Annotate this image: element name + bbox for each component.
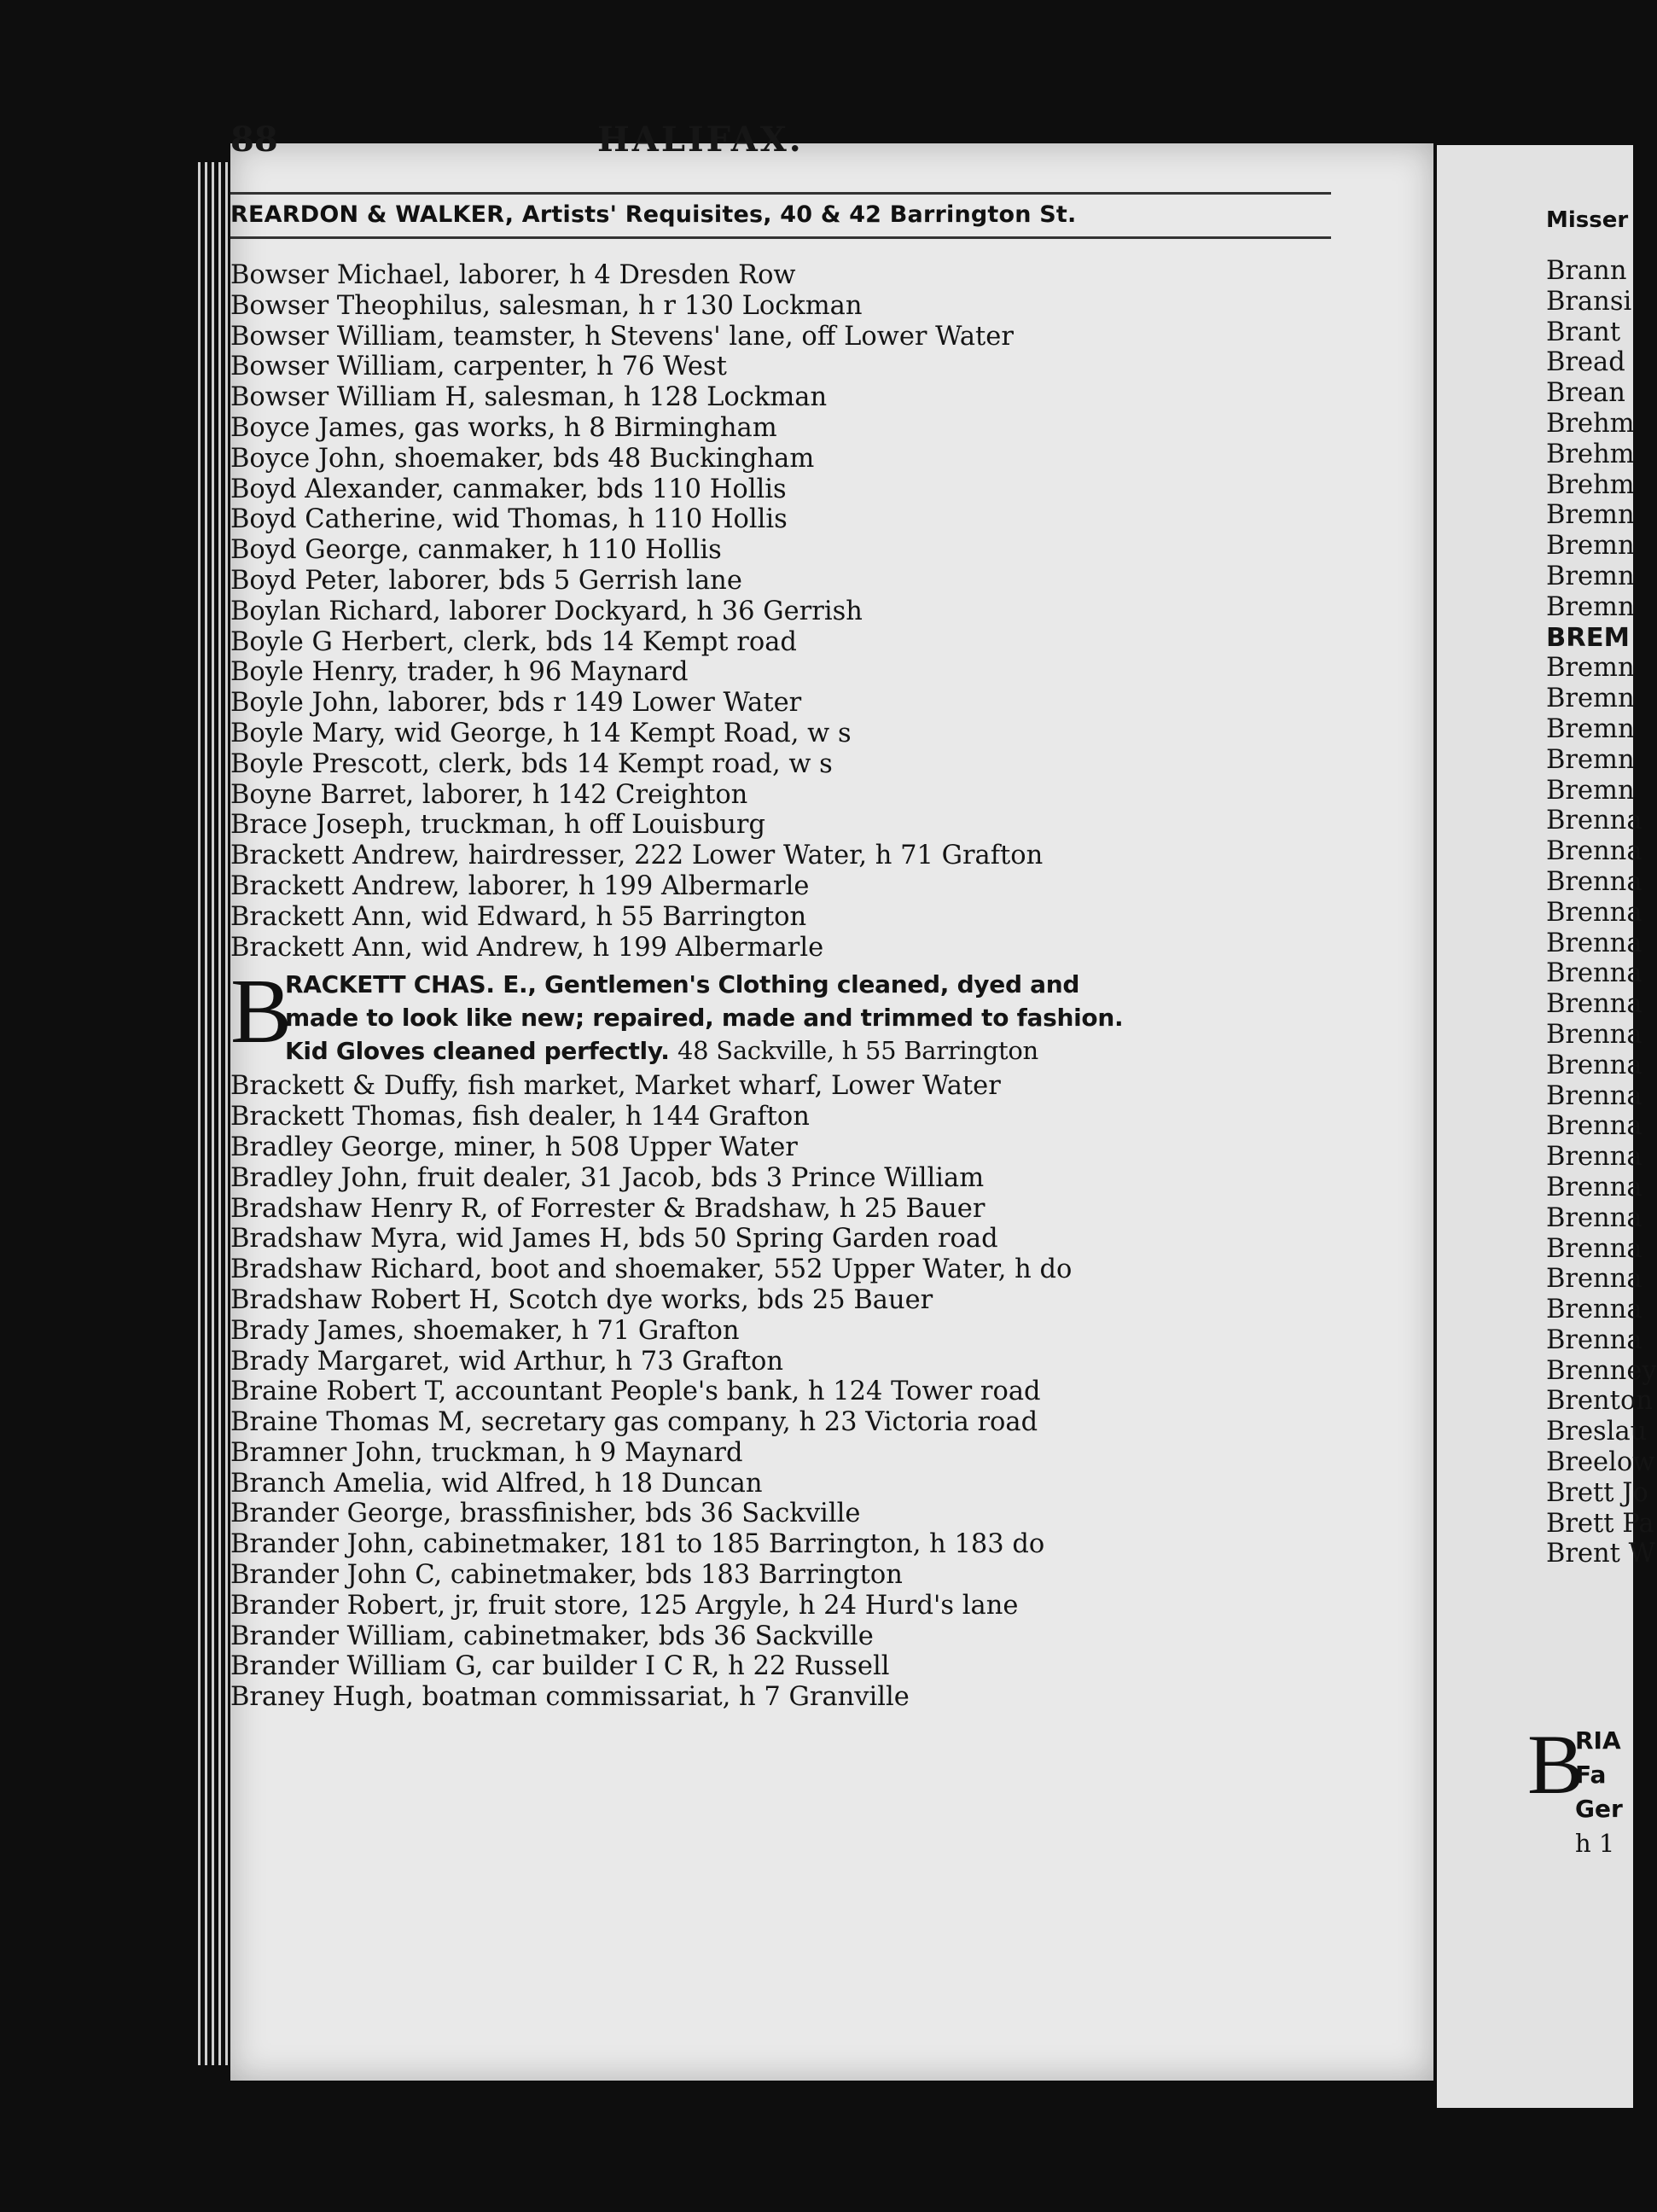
directory-entry: Boyle Prescott, clerk, bds 14 Kempt road, w s: [230, 748, 833, 779]
directory-entry: Brander Robert, jr, fruit store, 125 Argyle, h 24 Hurd's lane: [230, 1590, 1019, 1621]
directory-entry: Braine Robert T, accountant People's bank, h 124 Tower road: [230, 1377, 1041, 1407]
ad-line-1: RACKETT CHAS. E., Gentlemen's Clothing cleaned, dyed and: [285, 970, 1080, 999]
right-page-entry: Brean: [1546, 378, 1625, 409]
right-page-entry: Bremn: [1546, 775, 1635, 806]
right-page-entry: Brett Pa: [1546, 1508, 1654, 1539]
right-page-entry: Breelow: [1546, 1447, 1655, 1478]
entries-group-top: [230, 260, 1340, 963]
directory-entry: Brackett Andrew, hairdresser, 222 Lower Water, h 71 Grafton: [230, 841, 1044, 871]
right-page-entry: Brent W: [1546, 1539, 1655, 1569]
page-title: HALIFAX.: [597, 119, 804, 160]
directory-entry: Boylan Richard, laborer Dockyard, h 36 Gerrish: [230, 596, 863, 626]
directory-listing: [230, 260, 1340, 1713]
right-ad-line: RIA: [1575, 1726, 1621, 1755]
directory-entry: Brady James, shoemaker, h 71 Grafton: [230, 1315, 740, 1346]
right-page-entry: Brenna: [1546, 1080, 1642, 1111]
directory-entry: Brander William G, car builder I C R, h 22 Russell: [230, 1651, 890, 1682]
right-page-entry: Bremn: [1546, 531, 1635, 562]
directory-entry: Boyle Henry, trader, h 96 Maynard: [230, 657, 689, 688]
right-page-entry: Bremn: [1546, 653, 1635, 684]
right-page-entry: Brenney: [1546, 1355, 1657, 1386]
right-page-entry: Brenna: [1546, 1050, 1642, 1080]
directory-entry: Bowser Theophilus, salesman, h r 130 Lockman: [230, 290, 863, 321]
right-page-entry: Brehm: [1546, 469, 1635, 500]
right-page-entry: BREM: [1546, 622, 1630, 653]
right-page-entry: Brenna: [1546, 1111, 1642, 1142]
right-page-entry: Brenna: [1546, 1324, 1642, 1355]
right-ad-line: Fa: [1575, 1761, 1607, 1789]
right-ad-line: Ger: [1575, 1795, 1623, 1823]
right-page-entry: Brehm: [1546, 408, 1635, 439]
ad-line-3-plain: 48 Sackville, h 55 Barrington: [677, 1036, 1038, 1066]
ad-line-2: made to look like new; repaired, made and trimmed to fashion.: [285, 1004, 1124, 1033]
directory-entry: Brackett Andrew, laborer, h 199 Albermarle: [230, 870, 810, 901]
right-page-entry: Brenna: [1546, 897, 1642, 928]
right-page-entry: Brant: [1546, 317, 1621, 347]
directory-entry: Bowser William, teamster, h Stevens' lane, off Lower Water: [230, 321, 1014, 352]
right-page-entry: Brenna: [1546, 806, 1642, 836]
right-page-entry: Brenton: [1546, 1386, 1653, 1417]
directory-entry: Branch Amelia, wid Alfred, h 18 Duncan: [230, 1468, 763, 1499]
right-page-entry: Brenna: [1546, 836, 1642, 867]
directory-entry: Boyd Alexander, canmaker, bds 110 Hollis: [230, 474, 787, 504]
directory-entry: Brady Margaret, wid Arthur, h 73 Grafton: [230, 1346, 783, 1377]
right-page-entry: Brenna: [1546, 1202, 1642, 1233]
directory-entry: Boyce James, gas works, h 8 Birmingham: [230, 412, 777, 443]
right-page-running-head: Misser: [1546, 207, 1629, 233]
right-page-entry: Brenna: [1546, 1233, 1642, 1264]
directory-entry: Brander John C, cabinetmaker, bds 183 Barrington: [230, 1560, 903, 1591]
directory-entry: Brander William, cabinetmaker, bds 36 Sackville: [230, 1621, 874, 1651]
right-page-entry: Brenna: [1546, 1172, 1642, 1202]
directory-entry: Bowser Michael, laborer, h 4 Dresden Row: [230, 260, 796, 290]
directory-entry: Bradley John, fruit dealer, 31 Jacob, bds 3 Prince William: [230, 1162, 985, 1193]
right-page-entry: Brenna: [1546, 1142, 1642, 1173]
directory-entry: Bradshaw Robert H, Scotch dye works, bds 25 Bauer: [230, 1284, 933, 1315]
right-page-entry: Bread: [1546, 347, 1625, 378]
right-page-entry: Brett Jo: [1546, 1477, 1648, 1508]
directory-entry: Boyle G Herbert, clerk, bds 14 Kempt road: [230, 626, 797, 657]
directory-entry: Boyle John, laborer, bds r 149 Lower Water: [230, 688, 802, 719]
right-page-entry: Brenna: [1546, 1019, 1642, 1050]
right-page-entry: Brenna: [1546, 958, 1642, 989]
right-page-entry: Brenna: [1546, 989, 1642, 1020]
right-page-entry: Breslau: [1546, 1417, 1648, 1447]
right-page-entry: Bremn: [1546, 561, 1635, 591]
directory-entry: Brackett Ann, wid Andrew, h 199 Albermarle: [230, 932, 824, 963]
right-page-entry: Brenna: [1546, 1264, 1642, 1295]
right-page-entry: Brenna: [1546, 928, 1642, 958]
right-ad-initial: B: [1527, 1717, 1584, 1812]
directory-entry: Boyne Barret, laborer, h 142 Creighton: [230, 779, 748, 810]
ad-line-3-bold: Kid Gloves cleaned perfectly.: [285, 1037, 670, 1066]
directory-entry: Braine Thomas M, secretary gas company, h 23 Victoria road: [230, 1407, 1038, 1438]
right-page-entry: Bransi: [1546, 286, 1632, 317]
directory-entry: Braney Hugh, boatman commissariat, h 7 Granville: [230, 1682, 910, 1713]
directory-entry: Boyce John, shoemaker, bds 48 Buckingham: [230, 443, 815, 474]
directory-entry: Bradshaw Henry R, of Forrester & Bradshaw, h 25 Bauer: [230, 1193, 985, 1224]
right-page-entry: Brenna: [1546, 866, 1642, 897]
right-page-entry: Bremn: [1546, 684, 1635, 714]
right-page-entry: Brenna: [1546, 1295, 1642, 1325]
directory-entry: Boyd Peter, laborer, bds 5 Gerrish lane: [230, 565, 742, 596]
directory-entry: Brander John, cabinetmaker, 181 to 185 Barrington, h 183 do: [230, 1529, 1045, 1560]
directory-entry: Brackett Ann, wid Edward, h 55 Barrington: [230, 901, 807, 932]
directory-entry: Boyle Mary, wid George, h 14 Kempt Road, w s: [230, 718, 852, 748]
brackett-advertisement: [230, 961, 1340, 1068]
directory-entry: Brackett Thomas, fish dealer, h 144 Grafton: [230, 1102, 810, 1132]
directory-entry: Bradshaw Richard, boot and shoemaker, 552 Upper Water, h do: [230, 1254, 1073, 1285]
entries-group-bottom: [230, 1071, 1340, 1713]
right-page-entry: Bremn: [1546, 591, 1635, 622]
right-page-entry: Bremn: [1546, 500, 1635, 531]
right-page-advertisement: [1527, 1717, 1638, 1860]
right-page-entry: Brann: [1546, 256, 1627, 286]
directory-entry: Bradshaw Myra, wid James H, bds 50 Spring Garden road: [230, 1224, 998, 1254]
page-header: [230, 119, 1331, 171]
right-ad-line: h 1: [1575, 1829, 1615, 1858]
ad-initial-letter: B: [230, 961, 293, 1063]
right-page-entry: Brehm: [1546, 439, 1635, 469]
header-advertisement: REARDON & WALKER, Artists' Requisites, 40 & 42 Barrington St.: [230, 192, 1331, 239]
directory-entry: Bradley George, miner, h 508 Upper Water: [230, 1132, 798, 1162]
right-page-entry: Bremn: [1546, 713, 1635, 744]
right-ad-lines: [1527, 1717, 1638, 1860]
directory-entry: Brander George, brassfinisher, bds 36 Sackville: [230, 1499, 861, 1529]
directory-entry: Brackett & Duffy, fish market, Market wharf, Lower Water: [230, 1071, 1001, 1102]
page-number: 88: [230, 119, 278, 160]
ad-line-3: [230, 1034, 1340, 1068]
directory-entry: Brace Joseph, truckman, h off Louisburg: [230, 810, 766, 841]
directory-entry: Bowser William, carpenter, h 76 West: [230, 352, 727, 382]
directory-entry: Boyd George, canmaker, h 110 Hollis: [230, 535, 722, 566]
directory-entry: Bramner John, truckman, h 9 Maynard: [230, 1437, 743, 1468]
directory-entry: Boyd Catherine, wid Thomas, h 110 Hollis: [230, 504, 788, 535]
right-page-entry: Bremn: [1546, 744, 1635, 775]
directory-entry: Bowser William H, salesman, h 128 Lockman: [230, 382, 828, 413]
right-page-listing: [1546, 256, 1657, 1569]
